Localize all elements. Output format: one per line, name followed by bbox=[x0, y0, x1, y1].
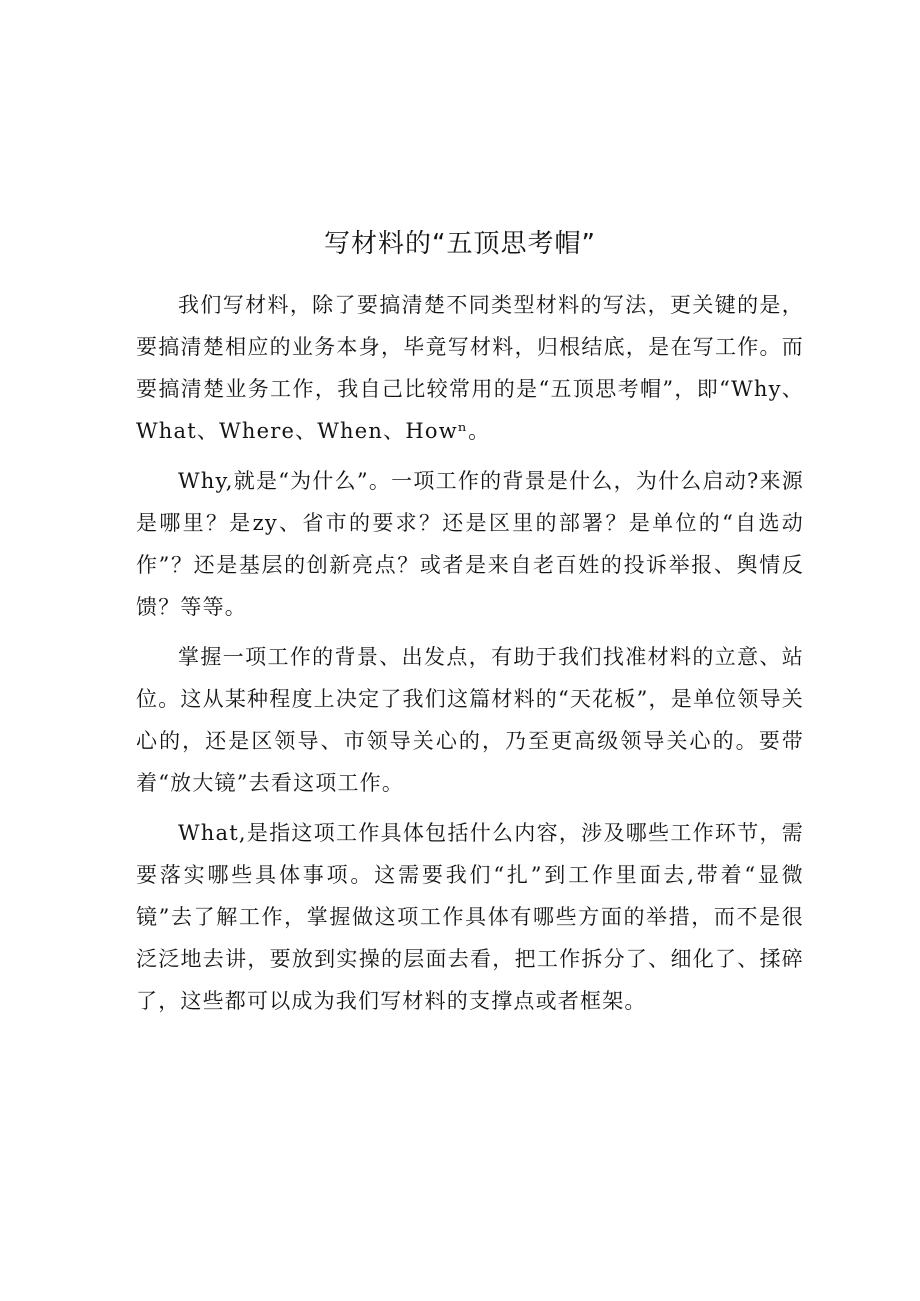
document-body bbox=[136, 284, 804, 1030]
document-title: 写材料的“五顶思考帽” bbox=[324, 229, 596, 259]
paragraph-what: What,是指这项工作具体包括什么内容，涉及哪些工作环节，需要落实哪些具体事项。这需要我们“扎”到工作里面去,带着“显微镜”去了解工作，掌握做这项工作具体有哪些方面的举措，而不是很泛泛地去讲，要放到实操的层面去看，把工作拆分了、细化了、揉碎了，这些都可以成为我们写材料的支撑点或者框架。 bbox=[136, 821, 804, 1013]
paragraph-intro: 我们写材料，除了要搞清楚不同类型材料的写法，更关键的是，要搞清楚相应的业务本身，毕竟写材料，归根结底，是在写工作。而要搞清楚业务工作，我自己比较常用的是“五顶思考帽”，即“Why、What、Where、When、Howⁿ。 bbox=[136, 293, 805, 443]
paragraph-background: 掌握一项工作的背景、出发点，有助于我们找准材料的立意、站位。这从某种程度上决定了我们这篇材料的“天花板”，是单位领导关心的，还是区领导、市领导关心的，乃至更高级领导关心的。要带着“放大镜”去看这项工作。 bbox=[136, 645, 804, 795]
paragraph-why: Why,就是“为什么”。一项工作的背景是什么，为什么启动?来源是哪里？是zy、省市的要求？还是区里的部署？是单位的“自选动作”？还是基层的创新亮点？或者是来自老百姓的投诉举报、舆情反馈？等等。 bbox=[136, 469, 804, 619]
